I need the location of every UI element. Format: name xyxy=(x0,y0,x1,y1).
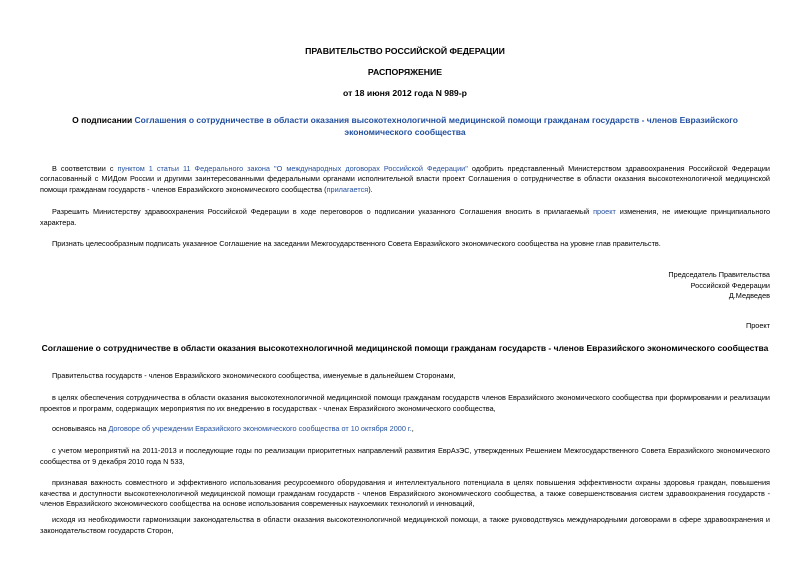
order-p2-text-end: изменения, не имеющие принципиального характера. xyxy=(40,207,770,228)
document-title-prefix: О подписании xyxy=(72,115,135,125)
order-p1-text-start: В соответствии с xyxy=(52,163,118,173)
signature-position-line1: Председатель Правительства xyxy=(668,270,770,280)
agreement-preamble-4: с учетом мероприятий на 2011-2013 и последующие годы по реализации приоритетных направлений развития ЕврАзЭС, утвержденных Решением Межгосударственного Совета Евразийского экономического сообщества от 9 декабря 2010 года N 533, xyxy=(40,445,770,466)
annex-link[interactable]: прилагается xyxy=(326,185,369,195)
document-date-number: от 18 июня 2012 года N 989-р xyxy=(343,88,467,98)
agreement-preamble-5: признавая важность совместного и эффективного использования ресурсоемкого оборудования и интеллектуального потенциала в целях повышения эффективности охраны здоровья граждан, повышения качества и доступности высокотехнологичной медицинской помощи гражданам государств - членов Евразийского экономического сообщества, а также совершенствования систем здравоохранения государств - членов Евразийского экономического сообщества на основе использования современных наукоемких технологий и инноваций, xyxy=(40,477,770,509)
document-title xyxy=(40,115,770,138)
document-content xyxy=(40,45,770,536)
order-paragraph-2 xyxy=(40,207,770,229)
agreement-p3-text-start: основываясь на xyxy=(52,423,109,433)
signature-block xyxy=(40,270,770,302)
document-type-heading: РАСПОРЯЖЕНИЕ xyxy=(367,67,443,77)
signature-name: Д.Медведев xyxy=(728,291,770,301)
agreement-p3-text-end: , xyxy=(411,423,414,433)
draft-label: Проект xyxy=(745,320,770,330)
law-article-link[interactable]: пунктом 1 статьи 11 Федерального закона "О международных договорах Российской Федерации" xyxy=(117,163,468,173)
agreement-preamble-2: в целях обеспечения сотрудничества в области оказания высокотехнологичной медицинской помощи гражданам государств членов Евразийского экономического сообщества при формировании и реализации проектов и программ, содержащих мероприятия по их внедрению в государствах - членах Евразийского экономического сообщества, xyxy=(40,392,770,413)
agreement-preamble-3 xyxy=(40,424,770,435)
agreement-heading: Соглашение о сотрудничестве в области оказания высокотехнологичной медицинской помощи гражданам государств - членов Евразийского экономического сообщества xyxy=(41,343,769,354)
order-paragraph-3: Признать целесообразным подписать указанное Соглашение на заседании Межгосударственного Совета Евразийского экономического сообщества на уровне глав правительств. xyxy=(52,239,661,249)
treaty-link[interactable]: Договоре об учреждении Евразийского экономического сообщества от 10 октября 2000 г. xyxy=(108,423,412,433)
agreement-title-link[interactable]: Соглашения о сотрудничестве в области оказания высокотехнологичной медицинской помощи гражданам государств - членов Евразийского экономического сообщества xyxy=(134,115,738,137)
draft-link[interactable]: проект xyxy=(593,207,616,217)
order-paragraph-1 xyxy=(40,164,770,196)
issuer-heading: ПРАВИТЕЛЬСТВО РОССИЙСКОЙ ФЕДЕРАЦИИ xyxy=(305,46,505,56)
order-p2-text-start: Разрешить Министерству здравоохранения Российской Федерации в ходе переговоров о подписании указанного Соглашения вносить в прилагаемый xyxy=(52,207,594,217)
agreement-preamble-1: Правительства государств - членов Евразийского экономического сообщества, именуемые в дальнейшем Сторонами, xyxy=(52,370,456,380)
order-p1-text-end: ). xyxy=(368,185,373,195)
order-p1-text-middle: одобрить представленный Министерством здравоохранения Российской Федерации согласованный с МИДом России и другими заинтересованными федеральными органами исполнительной власти проект Соглашения о сотрудничестве в области оказания высокотехнологичной медицинской помощи гражданам государств - членов Евразийского экономического сообщества ( xyxy=(40,163,770,195)
agreement-preamble-6: исходя из необходимости гармонизации законодательства в области оказания высокотехнологичной медицинской помощи, а также руководствуясь международными договорами в сфере здравоохранения и законодательством государств Сторон, xyxy=(40,514,770,535)
signature-position-line2: Российской Федерации xyxy=(690,280,770,290)
